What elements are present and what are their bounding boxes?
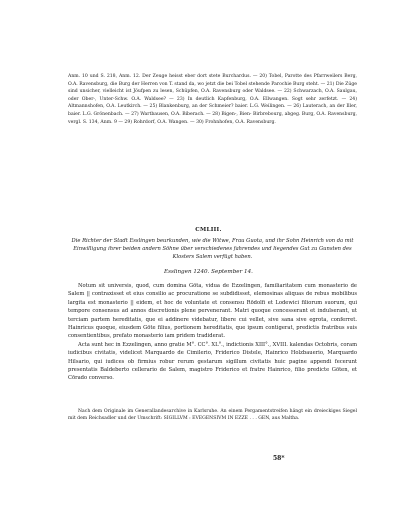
source-note [68,408,357,423]
footnotes-text: Anm. 10 und S. 218, Anm. 12. Der Zeuge heisst eber dort stete Burchardus. — 20) Tobel, Parotte des Pfarrweilers Berg, O.A. Ravensburg, die Burg der Herren von T. stand da, wo jetzt die bei Tobel stehende Parochie Burg steht. — 21) Die Züge sind unsicher, vielleicht ist Jöufpen zu lesen, Schüpfen, O.A. Ravensburg oder Waldsee. — 22) Schwarzach, O.A. Saulgau, oder Ober-, Unter-Schw. O.A. Waldsee? — 23) In deutlich Kapfenburg, O.A. Ellwangen. Sogt sehr zerfetzt. — 24) Altmannshofen, O.A. Leutkirch. — 25) Blankenburg, an der Schmeier? baier. L.G. Weilingen. — 26) Lauterach, an der Iller, baier. L.G. Grönenbach. — 27) Wartbausen, O.A. Biberach. — 28) Bigen-, Bien- Birbrebourg, abgeg. Burg, O.A. Ravensburg, vergl. S. 134, Anm. 9 — 29) Rohrdorf, O.A. Wangen. — 30) Frohnhofen, O.A. Ravensburg. [68,74,357,125]
charter-number-heading: CMLIII. [195,227,222,233]
body-paragraph: Acta sunt hec in Ezzelingen, anno gratie M°. CC°. XL°., indictionis XIII°., XVIII. kalendas Octobris, coram iudicibus civitatis, videlicet Marquardo de Cimilerio, Friderico Distele, Hainrico Holzbauerio, Marquardo Hilsario, qui iudices ob firmius robur rerum gestarum sigillum civitatis huic pagine appendi fecerunt presentatis Baldeberto cellerario de Salem, magistro Friderico et fratre Hainrico, filio predicte Göten, et Cōrado converso. [68,341,357,382]
source-note-text: Nach dem Originale im Generallandesarchive in Karlsruhe. An einem Pergamentstreifen hängt ein dreieckiges Siegel mit dem Reichsadler und der Umschrift: SIGILLVM : EVEGENSIVM IN EZZE . . . GEN, aus Maltha. [68,409,357,422]
body-paragraph: Notum sit universis, quod, cum domina Göta, vidua de Ezzelingen, familiaritatem cum monasterio de Salem || contraxisset et eius consilio ac procuratione se subdidisset, elemosinas aliquas de rebus mobilibus largita est monasterio || eidem, et hoc de voluntate et consensu Rōdolfi et Lodewici filiorum suorum, qui tempore consensus ad annos discretionis plene pervenerant. Matri quoque concesserant et indulserant, ut terciam partem hereditatis, que ei addinere videbatur, libere cui vellet, sive sana sive egrota, conferret. Hainricus quoque, eiusdem Göte filius, portionem hereditatis, que ipsum contigerat, predictis fratribus suis consentientibus, prefato monasterio iam pridem tradiderat. [68,283,357,340]
charter-body [68,282,357,383]
summary-text: Die Richter der Stadt Esslingen beurkunden, wie die Witwe, Frau Guota, und ihr Sohn Heinrich von da mit Einwilligung ihrer beiden andern Söhne über verschiedenes fahrendes und liegendes Gut zu Gunsten des Klosters Salem verfügt haben. [71,238,354,261]
page-number: 58* [273,455,285,462]
charter-summary [68,237,357,262]
footnotes [68,73,357,126]
charter-date: Esslingen 1240. September 14. [164,269,253,275]
